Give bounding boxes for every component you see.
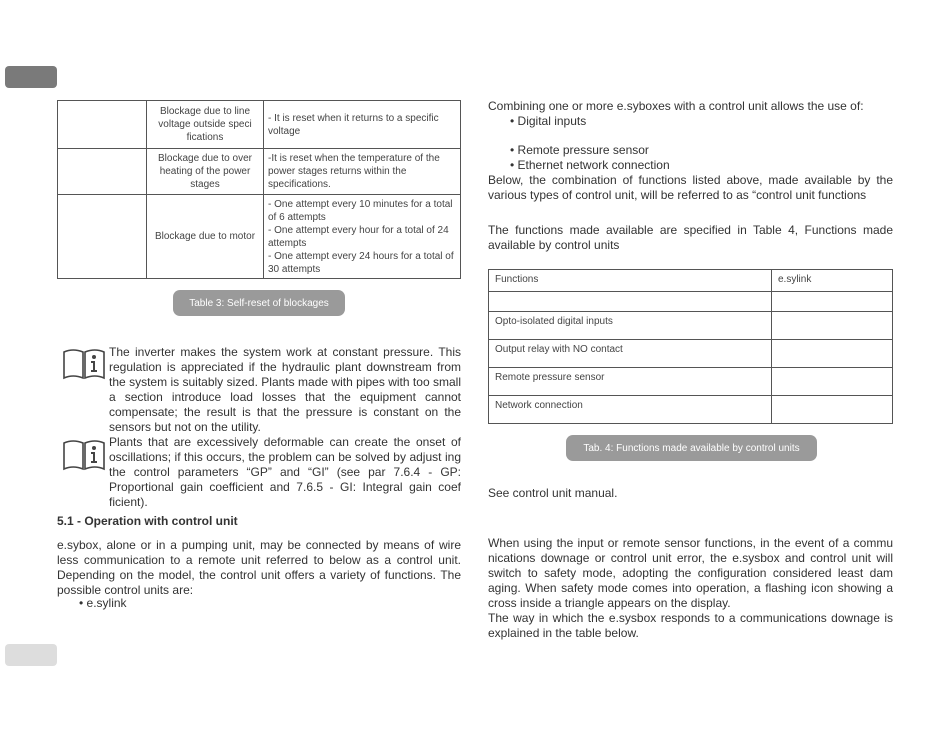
table-row bbox=[58, 195, 461, 279]
table-cell bbox=[489, 292, 772, 312]
table-3-caption: Table 3: Self-reset of blockages bbox=[173, 290, 345, 316]
functions-definition-paragraph: Below, the combination of functions listed above, made available by the various types of control unit, will be referred to as “control unit functions bbox=[488, 173, 893, 202]
table-row bbox=[489, 340, 893, 368]
table-cell: Network connection bbox=[489, 396, 772, 424]
table-row bbox=[58, 101, 461, 149]
table-row bbox=[489, 312, 893, 340]
section-heading: 5.1 - Operation with control unit bbox=[57, 514, 238, 528]
control-unit-functions-table bbox=[488, 269, 893, 424]
table-4-caption: Tab. 4: Functions made available by control units bbox=[566, 435, 817, 461]
table-row bbox=[489, 292, 893, 312]
table-header-functions: Functions bbox=[489, 270, 772, 292]
self-reset-table bbox=[57, 100, 461, 279]
table-header-esylink: e.sylink bbox=[772, 270, 893, 292]
intro-paragraph: Combining one or more e.syboxes with a control unit allows the use of: bbox=[488, 99, 864, 113]
table-cell-empty bbox=[58, 101, 147, 149]
table-cell-reset: -It is reset when the temperature of the power stages returns within the specifications. bbox=[264, 149, 461, 195]
table-cell: Opto-isolated digital inputs bbox=[489, 312, 772, 340]
table-cell-empty bbox=[58, 195, 147, 279]
table-cell-cause: Blockage due to motor bbox=[147, 195, 264, 279]
page-tab-marker-top bbox=[5, 66, 57, 88]
table-cell-cause: Blockage due to over heating of the power stages bbox=[147, 149, 264, 195]
see-manual-text: See control unit manual. bbox=[488, 486, 618, 500]
table-row bbox=[489, 396, 893, 424]
info-note-constant-pressure: The inverter makes the system work at constant pressure. This regulation is appreciated if the hydraulic plant downstream from the system is suitably sized. Plants made with pipes with too small a section introduce load losses that the equipment cannot compensate; the result is that the pressure is constant on the sensors but not on the utility. bbox=[109, 345, 461, 434]
table-cell-cause: Blockage due to line voltage outside speci fications bbox=[147, 101, 264, 149]
table-cell bbox=[772, 396, 893, 424]
list-item: • e.sylink bbox=[79, 596, 127, 610]
table-row bbox=[58, 149, 461, 195]
manual-info-icon bbox=[62, 437, 106, 471]
section-paragraph: e.sybox, alone or in a pumping unit, may be connected by means of wire less communication to a remote unit referred to below as a control unit. Depending on the model, the control unit offers a variety of functions. The possible control units are: bbox=[57, 538, 461, 597]
info-note-oscillations: Plants that are excessively deformable can create the onset of oscillations; if this occurs, the problem can be solved by adjust ing the control parameters “GP” and “GI” (see par 7.6.4 - GP: Proportional gain coefficient and 7.6.5 - GI: Integral gain coef ficient). bbox=[109, 435, 461, 509]
table-cell-reset: - One attempt every 10 minutes for a total of 6 attempts - One attempt every hour for a total of 24 attempts - One attempt every 24 hours for a total of 30 attempts bbox=[264, 195, 461, 279]
list-item: • Digital inputs bbox=[510, 114, 587, 128]
page-tab-marker-bottom bbox=[5, 644, 57, 666]
functions-reference-paragraph: The functions made available are specified in Table 4, Functions made available by control units bbox=[488, 223, 893, 252]
table-cell-reset: - It is reset when it returns to a specific voltage bbox=[264, 101, 461, 149]
table-cell: Remote pressure sensor bbox=[489, 368, 772, 396]
table-cell bbox=[772, 292, 893, 312]
list-item: • Remote pressure sensor bbox=[510, 143, 649, 157]
table-cell bbox=[772, 312, 893, 340]
safety-mode-paragraph: When using the input or remote sensor functions, in the event of a commu nications downage or control unit error, the e.sysbox and control unit will switch to safety mode, adopting the configuration considered least dam aging. When safety mode comes into operation, a flashing icon showing a cross inside a triangle appears on the display. The way in which the e.sysbox responds to a communications downage is explained in the table below. bbox=[488, 536, 893, 640]
list-item: • Ethernet network connection bbox=[510, 158, 670, 172]
table-cell bbox=[772, 368, 893, 396]
table-cell-empty bbox=[58, 149, 147, 195]
table-row bbox=[489, 368, 893, 396]
manual-info-icon bbox=[62, 346, 106, 380]
table-cell: Output relay with NO contact bbox=[489, 340, 772, 368]
table-header-row bbox=[489, 270, 893, 292]
table-cell bbox=[772, 340, 893, 368]
